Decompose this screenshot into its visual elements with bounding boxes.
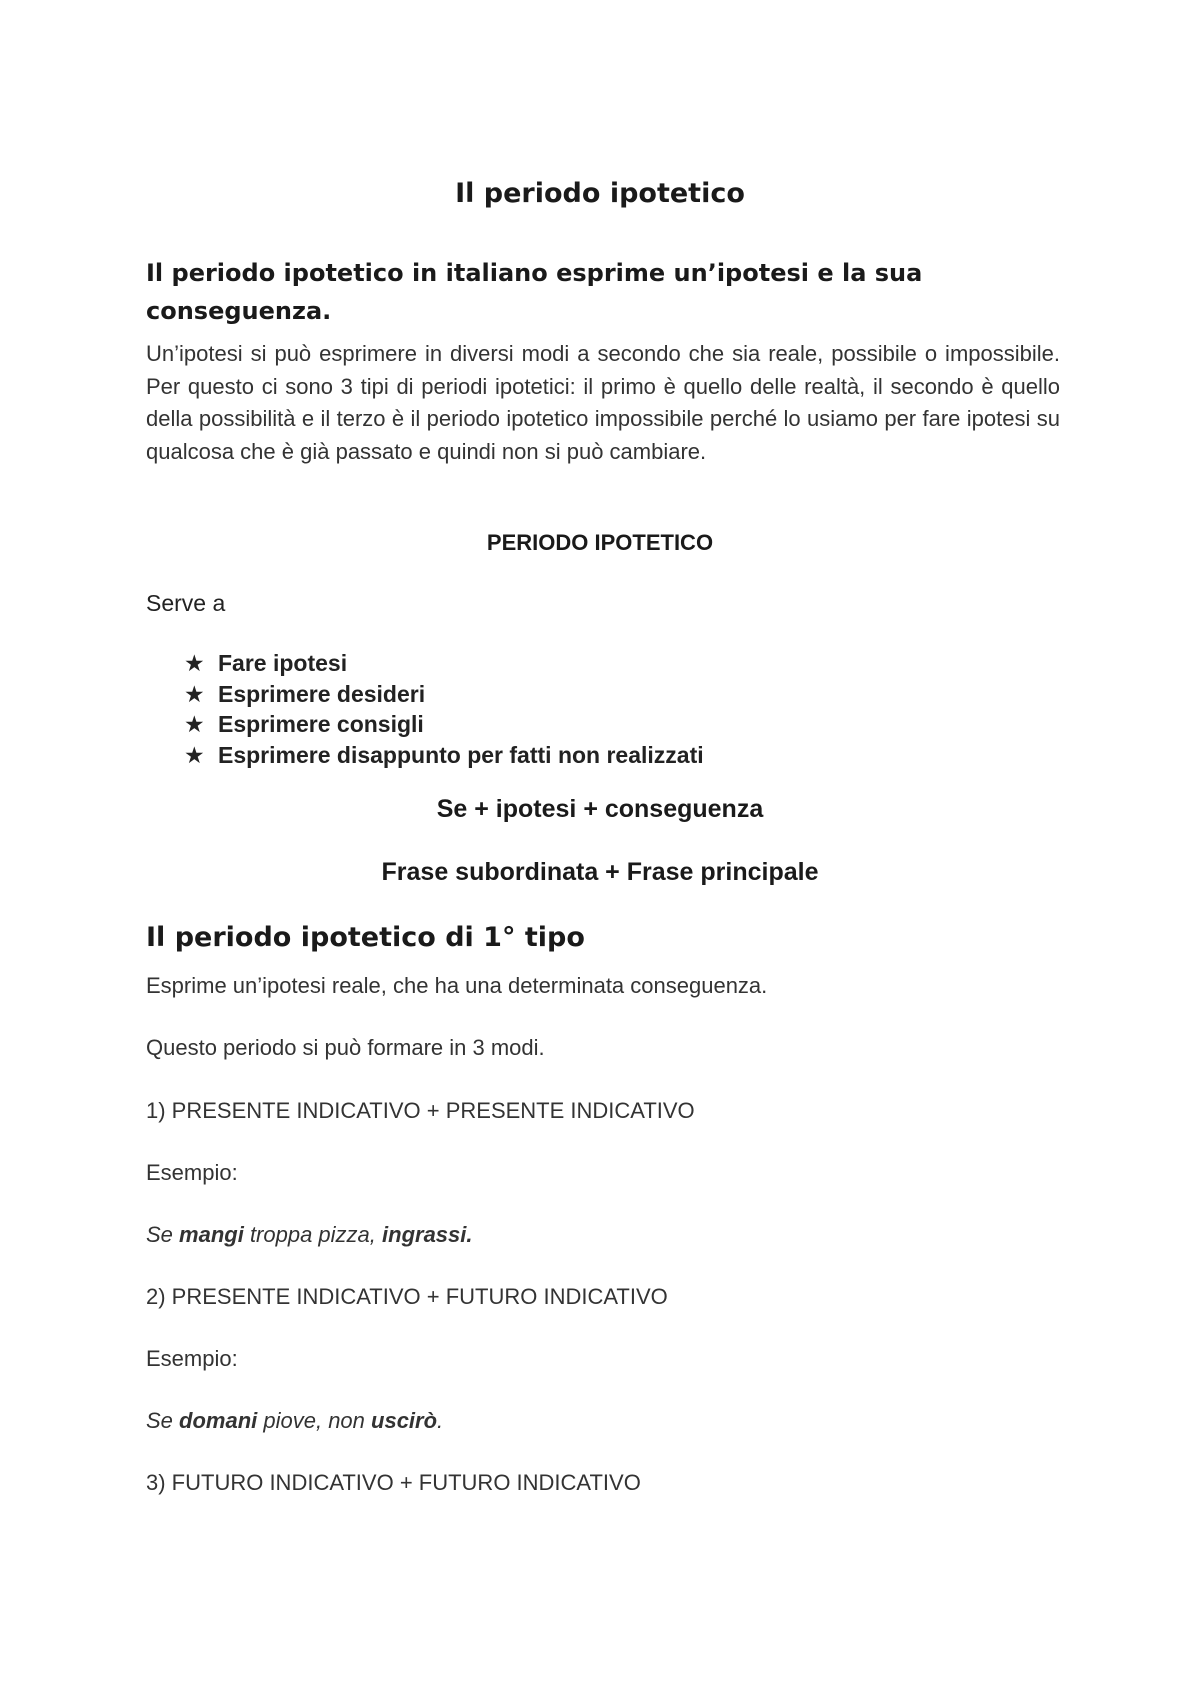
list-item-label: Fare ipotesi xyxy=(218,650,348,676)
example-label: Esempio: xyxy=(146,1346,238,1371)
list-item-label: Esprimere consigli xyxy=(218,711,424,737)
star-icon: ★ xyxy=(184,650,205,676)
list-item-label: Esprimere disappunto per fatti non realizzati xyxy=(218,741,704,768)
example-bold: ingrassi. xyxy=(382,1222,473,1247)
star-icon: ★ xyxy=(184,680,205,707)
example-bold: uscirò xyxy=(371,1408,438,1433)
example-text: Se xyxy=(146,1408,180,1433)
modes-intro: Questo periodo si può formare in 3 modi. xyxy=(146,1035,545,1060)
example-1 xyxy=(146,1222,473,1248)
example-text: Se xyxy=(146,1222,180,1247)
mode-1: 1) PRESENTE INDICATIVO + PRESENTE INDICATIVO xyxy=(146,1098,695,1123)
star-icon: ★ xyxy=(184,711,205,737)
example-2 xyxy=(146,1408,443,1434)
star-icon: ★ xyxy=(184,741,205,768)
serve-a-label: Serve a xyxy=(146,590,226,616)
formula-structure: Se + ipotesi + conseguenza xyxy=(436,795,764,823)
mode-2: 2) PRESENTE INDICATIVO + FUTURO INDICATIVO xyxy=(146,1284,668,1309)
example-bold: mangi xyxy=(179,1222,244,1247)
list-item xyxy=(184,648,704,679)
uses-list xyxy=(184,648,704,770)
intro-paragraph: Un’ipotesi si può esprimere in diversi modi a secondo che sia reale, possibile o impossibile. Per questo ci sono 3 tipi di periodi ipotetici: il primo è quello delle realtà, il secondo è quello della possibilità e il terzo è il periodo ipotetico impossibile perché lo usiamo per fare ipotesi su qualcosa che è già passato e quindi non si può cambiare. xyxy=(146,341,1060,464)
example-text: . xyxy=(437,1408,444,1433)
type1-description: Esprime un’ipotesi reale, che ha una determinata conseguenza. xyxy=(146,973,768,998)
list-item xyxy=(184,709,704,740)
list-item-label: Esprimere desideri xyxy=(218,680,426,707)
example-text: piove, non xyxy=(257,1408,372,1433)
example-text: troppa pizza, xyxy=(243,1222,383,1247)
example-label: Esempio: xyxy=(146,1160,238,1185)
formula-clauses: Frase subordinata + Frase principale xyxy=(381,858,819,886)
type1-heading: Il periodo ipotetico di 1° tipo xyxy=(146,922,585,953)
intro-heading: Il periodo ipotetico in italiano esprime un’ipotesi e la sua conseguenza. xyxy=(146,259,923,325)
document-title: Il periodo ipotetico xyxy=(455,178,745,209)
section-title: PERIODO IPOTETICO xyxy=(486,530,714,555)
example-bold: domani xyxy=(179,1408,258,1433)
mode-3: 3) FUTURO INDICATIVO + FUTURO INDICATIVO xyxy=(146,1470,641,1495)
list-item xyxy=(184,679,704,710)
list-item xyxy=(184,740,704,771)
